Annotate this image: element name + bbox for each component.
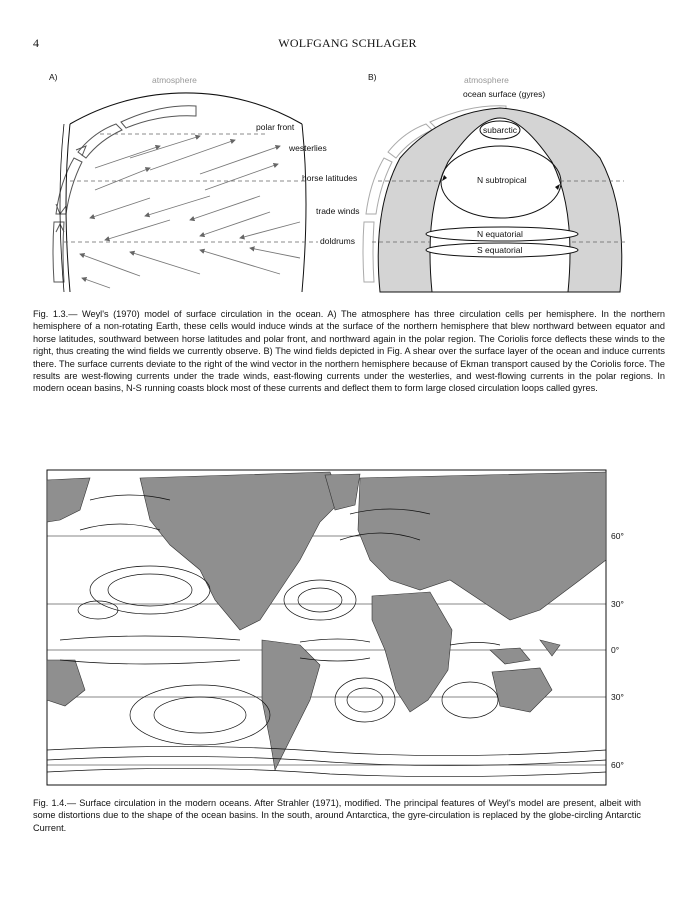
page-number: 4 — [33, 36, 39, 50]
lat-label-30s: 30° — [611, 692, 624, 702]
figure-1-4-caption: Fig. 1.4.— Surface circulation in the modern oceans. After Strahler (1971), modified. The principal features of Weyl's model are present, albeit with some distortions due to the shape of the ocean basins. In the south, around Antarctica, the gyre-circulation is replaced by the globe-circling Antarctic Current. — [33, 798, 641, 833]
atmosphere-cells — [53, 106, 196, 282]
running-head: WOLFGANG SCHLAGER — [278, 36, 417, 50]
zone-doldrums: doldrums — [320, 236, 355, 246]
gyre-s-equatorial: S equatorial — [477, 245, 523, 255]
gyre-subarctic: subarctic — [483, 125, 518, 135]
panel-b-atmosphere-label: atmosphere — [464, 75, 509, 85]
panel-b-ocean-label: ocean surface (gyres) — [463, 89, 546, 99]
zone-horse-latitudes: horse latitudes — [302, 173, 358, 183]
figure-1-3-caption: Fig. 1.3.— Weyl's (1970) model of surface circulation in the ocean. A) The atmosphere has three circulation cells per hemisphere. In the northern hemisphere of a non-rotating Earth, these cells would induce winds at the surface of the northern hemisphere that blew northward between equator and horse latitudes, southward between horse latitudes and polar front, and northward again in the polar region. The Coriolis force deflects these winds to the right, thus creating the wind fields we currently observe. B) The wind fields depicted in Fig. A shear over the surface layer of the ocean and induce currents there. The surface currents deviate to the right of the wind vector in the northern hemisphere because of Ekman transport caused by the Coriolis force. The results are west-flowing currents under the trade winds, east-flowing currents under the westerlies, and west-flowing currents in the polar regions. In modern ocean basins, N-S running coasts block most of these currents and deflect them to form large closed circulation loops called gyres. — [33, 309, 665, 394]
zone-westerlies: westerlies — [289, 143, 327, 153]
panel-a-atmosphere-label: atmosphere — [152, 75, 197, 85]
lat-label-60s: 60° — [611, 760, 624, 770]
lat-label-30n: 30° — [611, 599, 624, 609]
lat-label-0: 0° — [611, 645, 620, 655]
gyre-n-subtropical: N subtropical — [477, 175, 527, 185]
zone-polar-front: polar front — [256, 122, 295, 132]
figure-1-4-map — [47, 470, 624, 785]
lat-label-60n: 60° — [611, 531, 624, 541]
gyre-n-equatorial: N equatorial — [477, 229, 523, 239]
zone-trade-winds: trade winds — [316, 206, 360, 216]
panel-b-label: B) — [368, 72, 377, 82]
globe-outline-a — [70, 93, 302, 124]
panel-a-label: A) — [49, 72, 58, 82]
panel-b — [363, 72, 626, 292]
panel-a — [49, 72, 359, 292]
